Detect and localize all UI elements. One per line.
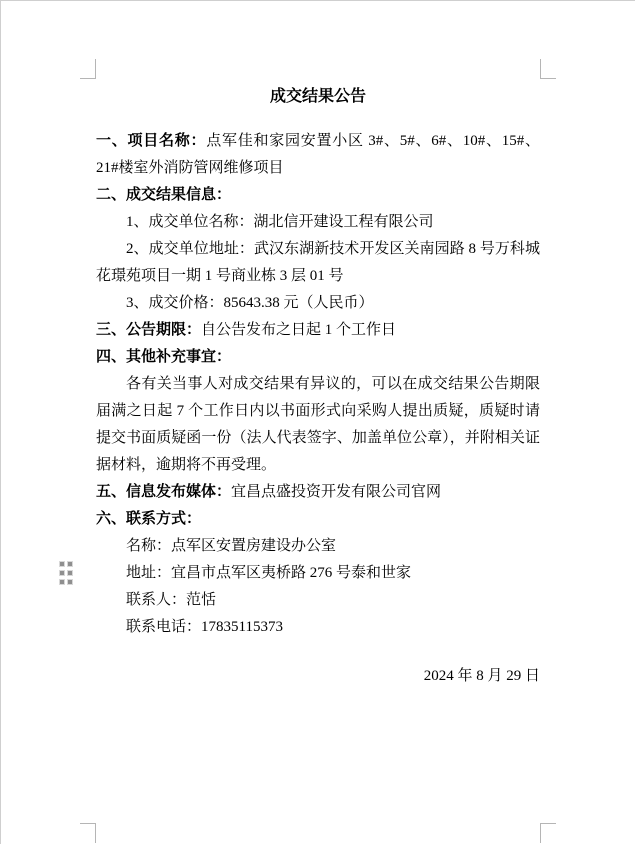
text-boundary-mark-bottom-right: [540, 823, 556, 843]
para-winner-name: [96, 209, 540, 236]
para-deal-price: [96, 290, 540, 317]
section-label: 四、其他补充事宜：: [96, 349, 232, 365]
para-result-info-heading: [96, 182, 540, 209]
text-boundary-mark-bottom-left: [80, 823, 96, 843]
text-boundary-mark-top-left: [80, 59, 96, 79]
section-text: 点军佳和家园安置小区 3#、5#、6#、10#、15#、21#楼室外消防管网维修项目: [96, 133, 540, 176]
section-label: 一、项目名称：: [96, 133, 207, 149]
para-contact-person: [96, 587, 540, 614]
drag-dot: [68, 571, 72, 575]
section-text: 各有关当事人对成交结果有异议的，可以在成交结果公告期限届满之日起 7 个工作日内以书面形式向采购人提出质疑，质疑时请提交书面质疑函一份（法人代表签字、加盖单位公章），并附相关证据材料，逾期将不再受理。: [96, 376, 540, 473]
document-body: [96, 79, 540, 690]
text-boundary-mark-top-right: [540, 59, 556, 79]
section-label: 三、公告期限：: [96, 322, 202, 338]
section-text: 名称：点军区安置房建设办公室: [126, 538, 337, 554]
para-contact-phone: [96, 614, 540, 641]
para-contact-heading: [96, 506, 540, 533]
section-text: 联系电话：17835115373: [126, 619, 283, 635]
section-text: 宜昌点盛投资开发有限公司官网: [231, 484, 442, 500]
drag-dot: [60, 580, 64, 584]
section-label: 二、成交结果信息：: [96, 187, 232, 203]
drag-dot: [68, 580, 72, 584]
para-publish-media: [96, 479, 540, 506]
para-contact-address: [96, 560, 540, 587]
para-project-name: [96, 128, 540, 182]
para-contact-name: [96, 533, 540, 560]
section-label: 五、信息发布媒体：: [96, 484, 232, 500]
section-text: 1、成交单位名称：湖北信开建设工程有限公司: [126, 214, 434, 230]
doc-date: 2024 年 8 月 29 日: [423, 668, 540, 684]
drag-dot: [60, 571, 64, 575]
page-title: 成交结果公告: [269, 88, 366, 105]
drag-dot: [68, 562, 72, 566]
section-text: 2、成交单位地址：武汉东湖新技术开发区关南园路 8 号万科城花璟苑项目一期 1 号商业栋 3 层 01 号: [96, 241, 540, 284]
section-text: 联系人：范恬: [126, 592, 217, 608]
para-objection-terms: [96, 371, 540, 479]
para-other-matters-heading: [96, 344, 540, 371]
drag-dot: [60, 562, 64, 566]
section-label: 六、联系方式：: [96, 511, 202, 527]
para-announcement-period: [96, 317, 540, 344]
drag-handle-icon[interactable]: [60, 562, 72, 584]
para-winner-address: [96, 236, 540, 290]
section-text: 地址：宜昌市点军区夷桥路 276 号泰和世家: [126, 565, 412, 581]
section-text: 3、成交价格：85643.38 元（人民币）: [126, 295, 374, 311]
section-text: 自公告发布之日起 1 个工作日: [201, 322, 397, 338]
